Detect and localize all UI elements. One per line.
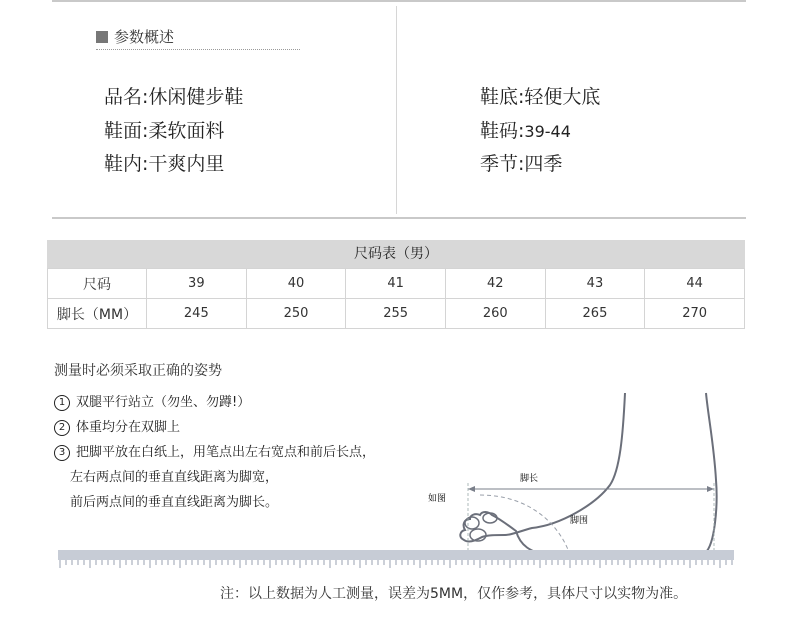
toe-outline xyxy=(465,517,479,529)
ruler xyxy=(58,548,734,570)
circled-number: 1 xyxy=(54,395,70,411)
section-heading xyxy=(96,26,174,47)
arrow-head-left-icon xyxy=(468,486,475,492)
measurement-note: 注：以上数据为人工测量，误差为5MM，仅作参考，具体尺寸以实物为准。 xyxy=(220,586,688,602)
size-cell: 41 xyxy=(346,269,446,299)
length-cell: 260 xyxy=(445,299,545,329)
size-cell: 44 xyxy=(645,269,745,299)
length-cell: 265 xyxy=(545,299,645,329)
ruler-ticks xyxy=(60,560,732,568)
row-header-length: 脚长（MM） xyxy=(48,299,147,329)
table-row xyxy=(48,269,745,299)
top-divider xyxy=(52,0,746,2)
length-cell: 255 xyxy=(346,299,446,329)
size-cell: 42 xyxy=(445,269,545,299)
length-cell: 245 xyxy=(147,299,247,329)
table-row xyxy=(48,299,745,329)
step-1: 1 双腿平行站立（勿坐、勿蹲!） xyxy=(54,391,250,411)
size-table xyxy=(47,268,745,329)
step-3-continuation-1: 左右两点间的垂直直线距离为脚宽， xyxy=(70,470,279,485)
length-cell: 270 xyxy=(645,299,745,329)
section-divider xyxy=(52,217,746,219)
size-table-title: 尺码表（男） xyxy=(47,240,745,268)
circled-number: 3 xyxy=(54,445,70,461)
foot-measurement-illustration xyxy=(420,385,740,565)
param-lining: 鞋内:干爽内里 xyxy=(104,153,225,175)
param-upper: 鞋面:柔软面料 xyxy=(104,120,225,142)
size-cell: 43 xyxy=(545,269,645,299)
square-bullet-icon xyxy=(96,31,108,43)
label-width: 脚围 xyxy=(570,516,589,526)
arrow-head-right-icon xyxy=(707,486,714,492)
foot-outline xyxy=(460,393,716,556)
step-3-continuation-2: 前后两点间的垂直直线距离为脚长。 xyxy=(70,495,279,510)
param-season: 季节:四季 xyxy=(480,153,563,175)
instructions-heading: 测量时必须采取正确的姿势 xyxy=(54,363,222,379)
step-2: 2 体重均分在双脚上 xyxy=(54,416,180,436)
label-girth: 如图 xyxy=(428,494,447,504)
param-sole: 鞋底:轻便大底 xyxy=(480,86,601,108)
size-cell: 40 xyxy=(246,269,346,299)
row-header-size: 尺码 xyxy=(48,269,147,299)
dotted-underline xyxy=(96,49,300,50)
param-size-range: 鞋码:39-44 xyxy=(480,120,571,142)
ruler-bar xyxy=(58,550,734,560)
section-title: 参数概述 xyxy=(114,28,175,46)
step-3: 3 把脚平放在白纸上，用笔点出左右宽点和前后长点， xyxy=(54,441,375,461)
length-cell: 250 xyxy=(246,299,346,329)
param-name: 品名:休闲健步鞋 xyxy=(104,86,244,108)
size-cell: 39 xyxy=(147,269,247,299)
circled-number: 2 xyxy=(54,420,70,436)
label-foot-length: 脚长 xyxy=(520,474,539,484)
column-divider xyxy=(396,6,397,214)
